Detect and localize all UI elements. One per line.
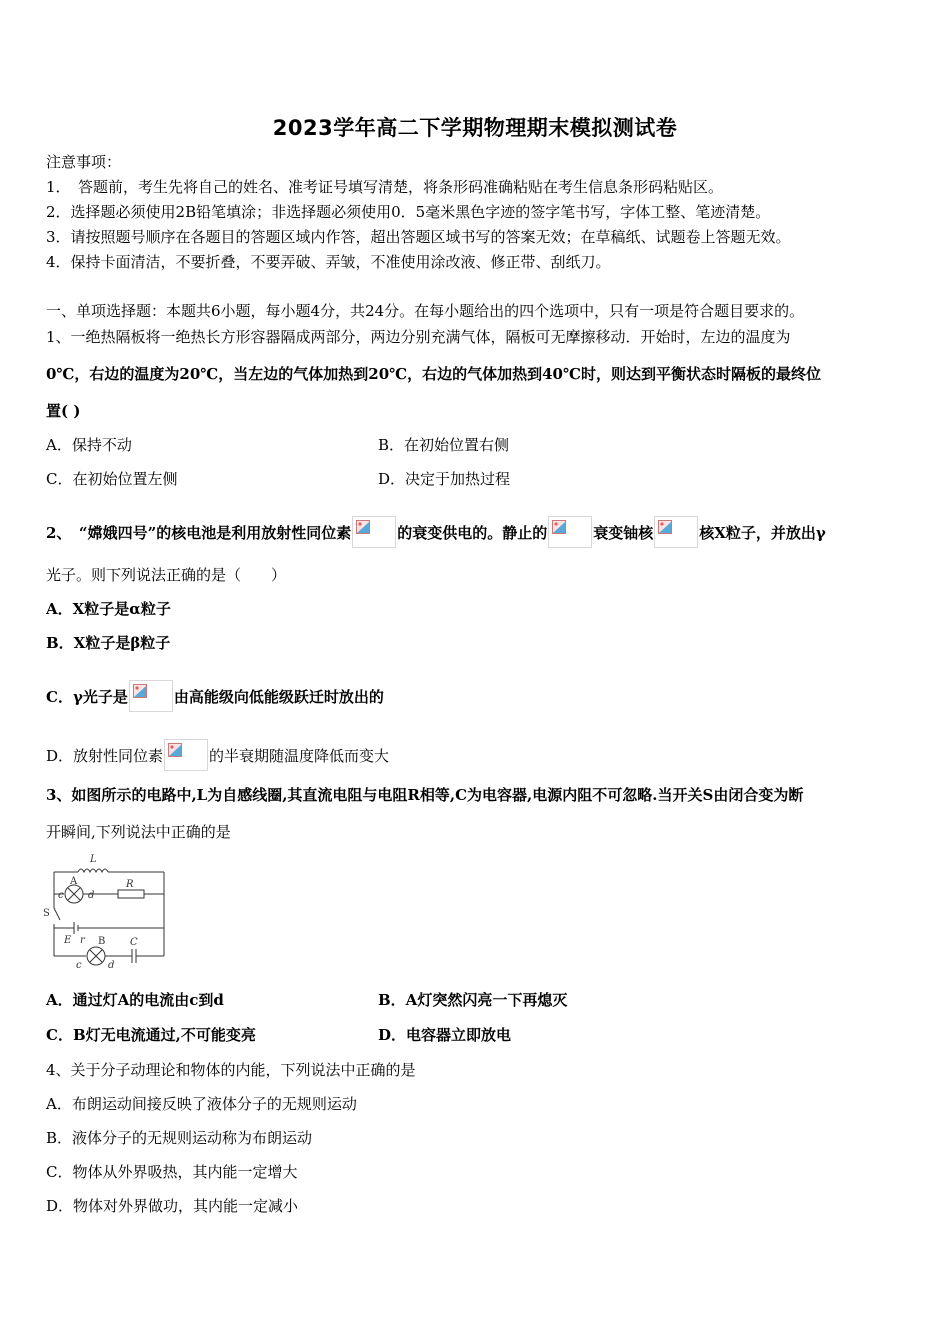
q2-option-d bbox=[46, 739, 389, 771]
label-d-bottom: d bbox=[108, 960, 115, 971]
q4-option-a: A．布朗运动间接反映了液体分子的无规则运动 bbox=[46, 1095, 357, 1113]
notice-item-2: 2．选择题必须使用2B铅笔填涂；非选择题必须使用0．5毫米黑色字迹的签字笔书写，字体工整、笔迹清楚。 bbox=[46, 203, 771, 221]
label-E: E bbox=[64, 935, 72, 946]
q3-stem-line1: 3、如图所示的电路中,L为自感线圈,其直流电阻与电阻R相等,C为电容器,电源内阻不可忽略.当开关S由闭合变为断 bbox=[46, 786, 804, 804]
broken-image-icon bbox=[129, 680, 173, 712]
broken-image-icon bbox=[548, 516, 592, 548]
label-d-top: d bbox=[88, 890, 95, 901]
q2-option-c bbox=[46, 680, 384, 712]
notice-heading: 注意事项： bbox=[46, 153, 122, 171]
label-S: S bbox=[43, 908, 50, 919]
q3-option-d: D．电容器立即放电 bbox=[378, 1026, 512, 1044]
q2-option-d-part1: D．放射性同位素 bbox=[46, 747, 164, 765]
q3-option-a: A．通过灯A的电流由c到d bbox=[46, 991, 224, 1009]
section-heading: 一、单项选择题：本题共6小题，每小题4分，共24分。在每小题给出的四个选项中，只有一项是符合题目要求的。 bbox=[46, 302, 805, 320]
q2-option-c-part1: C．γ光子是 bbox=[46, 688, 128, 706]
label-B: B bbox=[98, 936, 106, 947]
q3-option-b: B．A灯突然闪亮一下再熄灭 bbox=[378, 991, 568, 1009]
q1-stem-line2: 0℃，右边的温度为20℃，当左边的气体加热到20℃，右边的气体加热到40℃时，则达到平衡状态时隔板的最终位 bbox=[46, 365, 821, 383]
notice-item-1: 1． 答题前，考生先将自己的姓名、准考证号填写清楚，将条形码准确粘贴在考生信息条形码粘贴区。 bbox=[46, 178, 724, 196]
label-A: A bbox=[70, 876, 78, 887]
label-L: L bbox=[90, 854, 97, 865]
q2-option-c-part2: 由高能级向低能级跃迁时放出的 bbox=[173, 688, 384, 706]
q1-stem-line1: 1、一绝热隔板将一绝热长方形容器隔成两部分，两边分别充满气体，隔板可无摩擦移动．开始时，左边的温度为 bbox=[46, 328, 791, 346]
broken-image-icon bbox=[654, 516, 698, 548]
q2-option-a: A．X粒子是α粒子 bbox=[46, 600, 171, 618]
notice-item-4: 4．保持卡面清洁，不要折叠，不要弄破、弄皱，不准使用涂改液、修正带、刮纸刀。 bbox=[46, 253, 611, 271]
label-c-bottom: c bbox=[76, 960, 82, 971]
circuit-diagram bbox=[40, 848, 172, 972]
q2-text-part1: 2、 “嫦娥四号”的核电池是利用放射性同位素 bbox=[46, 524, 352, 542]
label-c-top: c bbox=[58, 890, 64, 901]
q2-stem-line1 bbox=[46, 516, 826, 548]
q3-option-c: C．B灯无电流通过,不可能变亮 bbox=[46, 1026, 256, 1044]
label-R: R bbox=[126, 879, 134, 890]
page-title: 2023学年高二下学期物理期末模拟测试卷 bbox=[272, 116, 678, 140]
q4-option-c: C．物体从外界吸热，其内能一定增大 bbox=[46, 1163, 298, 1181]
q1-option-c: C．在初始位置左侧 bbox=[46, 470, 178, 488]
q3-stem-line2: 开瞬间,下列说法中正确的是 bbox=[46, 823, 231, 841]
q4-option-b: B．液体分子的无规则运动称为布朗运动 bbox=[46, 1129, 313, 1147]
q2-text-part3: 衰变铀核 bbox=[593, 524, 654, 542]
broken-image-icon bbox=[164, 739, 208, 771]
q1-option-d: D．决定于加热过程 bbox=[378, 470, 511, 488]
label-C: C bbox=[130, 937, 138, 948]
q1-option-a: A．保持不动 bbox=[46, 436, 132, 454]
q4-stem: 4、关于分子动理论和物体的内能，下列说法中正确的是 bbox=[46, 1061, 416, 1079]
broken-image-icon bbox=[352, 516, 396, 548]
q4-option-d: D．物体对外界做功，其内能一定减小 bbox=[46, 1197, 299, 1215]
q2-stem-line2: 光子。则下列说法正确的是（ ） bbox=[46, 566, 287, 584]
q1-stem-line3: 置( ) bbox=[46, 402, 81, 420]
label-r: r bbox=[80, 935, 85, 946]
q2-text-part4: 核X粒子，并放出γ bbox=[699, 524, 826, 542]
q2-option-d-part2: 的半衰期随温度降低而变大 bbox=[209, 747, 390, 765]
notice-item-3: 3．请按照题号顺序在各题目的答题区域内作答，超出答题区域书写的答案无效；在草稿纸、试题卷上答题无效。 bbox=[46, 228, 791, 246]
q2-option-b: B．X粒子是β粒子 bbox=[46, 634, 171, 652]
q2-text-part2: 的衰变供电的。静止的 bbox=[397, 524, 548, 542]
q1-option-b: B．在初始位置右侧 bbox=[378, 436, 510, 454]
